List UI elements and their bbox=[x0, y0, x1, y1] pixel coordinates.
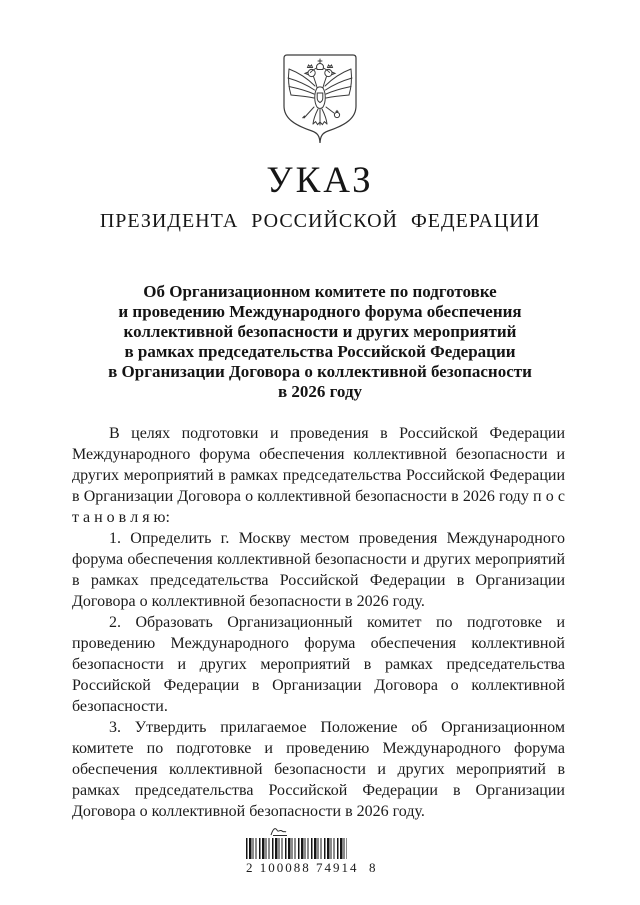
paragraph-item-2: 2. Образовать Организационный комитет по подготовке и проведению Международного форума обеспечения коллективной безопасности и других мероприятий в рамках председательства Российской Федерации в Организации Договора о коллективной безопасности. bbox=[72, 613, 565, 715]
decree-body bbox=[0, 423, 640, 822]
heading-line: коллективной безопасности и других мероприятий bbox=[123, 321, 517, 341]
heading-line: в рамках председательства Российской Федерации bbox=[124, 341, 516, 361]
barcode bbox=[246, 826, 378, 876]
paragraph-preamble: В целях подготовки и проведения в Российской Федерации Международного форума обеспечения коллективной безопасности и других мероприятий в рамках председательства Российской Федерации в Организации Договора о коллективной безопасности в 2026 году п о с т а н о в л я ю: bbox=[72, 424, 565, 526]
russian-coat-of-arms-icon bbox=[280, 52, 360, 148]
heading-line: Об Организационном комитете по подготовке bbox=[143, 281, 497, 301]
barcode-number: 2 100088 74914 8 bbox=[246, 860, 378, 875]
paragraph-item-3: 3. Утвердить прилагаемое Положение об Организационном комитете по подготовке и проведению Международного форума обеспечения коллективной безопасности и других мероприятий в рамках председательства Российской Федерации в Организации Договора о коллективной безопасности в 2026 году. bbox=[72, 718, 565, 820]
decree-title: УКАЗ bbox=[266, 160, 374, 201]
heading-line: и проведению Международного форума обеспечения bbox=[118, 301, 522, 321]
heading-line: в Организации Договора о коллективной безопасности bbox=[108, 361, 532, 381]
handwritten-mark-icon bbox=[270, 826, 292, 838]
decree-subject-heading bbox=[0, 282, 640, 402]
barcode-bars bbox=[246, 838, 347, 859]
heading-line: в 2026 году bbox=[277, 381, 363, 401]
decree-subtitle: ПРЕЗИДЕНТА РОССИЙСКОЙ ФЕДЕРАЦИИ bbox=[99, 209, 541, 232]
paragraph-item-1: 1. Определить г. Москву местом проведения Международного форума обеспечения коллективной безопасности и других мероприятий в рамках председательства Российской Федерации в Организации Договора о коллективной безопасности в 2026 году. bbox=[72, 529, 565, 610]
